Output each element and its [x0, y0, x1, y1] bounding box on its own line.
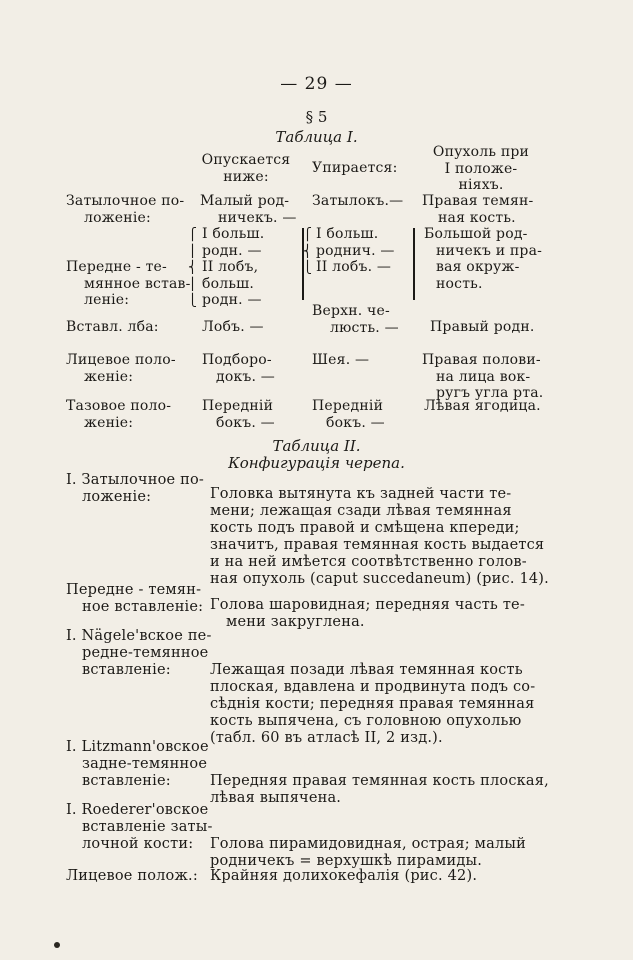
table2-term-anterior-parietal: Передне - темян- ное вставленіе:	[66, 582, 204, 615]
table1-row1-position: Затылочное по- ложеніе:	[66, 193, 185, 226]
table1-row4-lowers: Подборо- докъ. —	[202, 352, 276, 385]
table1-row2-position: Передне - те- мянное встав- леніе:	[66, 259, 191, 308]
table1-header-tumor: Опухоль при I положе- ніяхъ.	[432, 144, 530, 193]
table1-row1-lowers: Малый род- ничекъ. —	[200, 193, 297, 226]
table1-header-abuts: Упирается:	[312, 160, 398, 176]
table2-term-naegele: I. Nägele'вское пе- редне-темянное вставленіе:	[66, 628, 212, 678]
table2-term-face: Лицевое полож.:	[66, 868, 198, 884]
ink-spot	[54, 942, 60, 948]
table1-row2-lowers: I больш. родн. — II лобъ, больш. родн. —	[202, 226, 265, 308]
table1-row5-tumor: Лѣвая ягодица.	[424, 398, 541, 414]
brace-left-col3: ⎧ ⎨ ⎩	[303, 227, 312, 274]
table2-desc-face: Крайняя долихокефалія (рис. 42).	[210, 868, 478, 884]
table1-row3-abuts: Верхн. че- люсть. —	[312, 303, 399, 336]
divider-col3	[413, 228, 415, 300]
table2-term-roederer: I. Roederer'овское вставленіе заты- лочной кости:	[66, 802, 213, 852]
table1-row3-tumor: Правый родн.	[430, 319, 535, 335]
table2-term-occipital: I. Затылочное по- ложеніе:	[66, 472, 204, 505]
table1-row3-lowers: Лобъ. —	[202, 319, 264, 335]
table1-row4-abuts: Шея. —	[312, 352, 370, 368]
table2-desc-litzmann: Передняя правая темянная кость плоская, лѣвая выпячена.	[210, 773, 549, 806]
table1-row2-tumor: Большой род- ничекъ и пра- вая окруж- ность.	[424, 226, 543, 292]
table1-row2-abuts: I больш. роднич. — II лобъ. —	[316, 226, 395, 275]
table1-header-lowers: Опускается ниже:	[201, 152, 291, 185]
table1-row5-lowers: Передній бокъ. —	[202, 398, 275, 431]
table1-title: Таблица I.	[275, 128, 358, 146]
table1-row4-tumor: Правая полови- на лица вок- ругъ угла рта.	[422, 352, 544, 401]
table1-row3-position: Вставл. лба:	[66, 319, 159, 335]
table1-row1-abuts: Затылокъ.—	[312, 193, 404, 209]
table2-desc-anterior-parietal: Голова шаровидная; передняя часть те- мени закруглена.	[210, 597, 525, 630]
table2-term-litzmann: I. Litzmann'овское задне-темянное вставленіе:	[66, 739, 209, 789]
section-heading: § 5	[305, 108, 328, 126]
table2-title: Таблица II.	[272, 437, 361, 455]
page-number: — 29 —	[280, 74, 353, 94]
brace-left-col2: ⎧ ⎪ ⎨ ⎪ ⎩	[188, 227, 197, 307]
table2-desc-naegele: Лежащая позади лѣвая темянная кость плоская, вдавлена и продвинута подъ со- сѣднія кости; передняя правая темянная кость выпячена, съ головною опухолью (табл. 60 въ атласѣ II, 2 изд.).	[210, 662, 536, 746]
table2-desc-occipital: Головка вытянута къ задней части те- мени; лежащая сзади лѣвая темянная кость подъ правой и смѣщена кпереди; значитъ, правая темянная кость выдается и на ней имѣется соотвѣтственно голов- ная опухоль (caput succedaneum) (рис. 14).	[210, 486, 549, 587]
table1-row5-position: Тазовое поло- женіе:	[66, 398, 172, 431]
table1-row4-position: Лицевое поло- женіе:	[66, 352, 176, 385]
table1-row5-abuts: Передній бокъ. —	[312, 398, 385, 431]
table2-subtitle: Конфигурація черепа.	[228, 454, 405, 472]
table1-row1-tumor: Правая темян- ная кость.	[422, 193, 534, 226]
table2-desc-roederer: Голова пирамидовидная, острая; малый родничекъ = верхушкѣ пирамиды.	[210, 836, 526, 869]
